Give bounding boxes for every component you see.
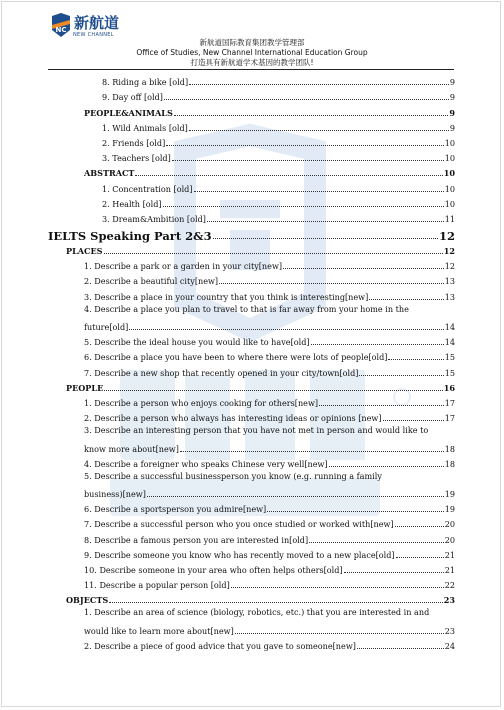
toc-entry[interactable]: 2. Describe a beautiful city[new] 13 (84, 276, 455, 287)
toc-section[interactable]: PEOPLE 16 (66, 382, 455, 393)
logo-chinese-name: 新航道 (74, 14, 120, 32)
svg-text:NC: NC (55, 26, 67, 34)
toc-entry[interactable]: 1. Describe an area of science (biology, robotics, etc.) that you are interested in and would like to learn more about[new] 23 (84, 607, 455, 636)
toc-entry[interactable]: 8. Riding a bike [old] 9 (102, 77, 455, 88)
table-of-contents (48, 72, 455, 651)
toc-entry[interactable]: 2. Describe a piece of good advice that you gave to someone[new] 24 (84, 641, 455, 651)
toc-entry[interactable]: 6. Describe a sportsperson you admire[new] 19 (84, 504, 455, 515)
toc-entry[interactable]: 4. Describe a foreigner who speaks Chinese very well[new] 18 (84, 458, 455, 469)
toc-chapter[interactable]: IELTS Speaking Part 2&3 12 (48, 228, 455, 243)
toc-entry[interactable]: 2. Describe a person who always has interesting ideas or opinions [new] 17 (84, 413, 455, 424)
toc-entry[interactable]: 11. Describe a popular person [old] 22 (84, 580, 455, 591)
toc-entry[interactable]: 7. Describe a successful person who you once studied or worked with[new] 20 (84, 519, 455, 530)
toc-entry[interactable]: 1. Wild Animals [old] 9 (102, 122, 455, 133)
toc-entry[interactable]: 7. Describe a new shop that recently opened in your city/town[old] 15 (84, 367, 455, 378)
toc-section[interactable]: PEOPLE&ANIMALS 9 (84, 107, 455, 118)
toc-entry[interactable]: 2. Health [old] 10 (102, 198, 455, 209)
header-org-en: Office of Studies, New Channel International Education Group (136, 48, 368, 57)
toc-entry[interactable]: 9. Day off [old] 9 (102, 92, 455, 103)
header-divider (48, 69, 454, 70)
toc-entry[interactable]: 2. Friends [old] 10 (102, 137, 455, 148)
header-org-cn: 新航道国际教育集团教学管理部 (199, 38, 305, 47)
toc-entry[interactable]: 10. Describe someone in your area who often helps others[old] 21 (84, 565, 455, 576)
toc-entry[interactable]: 3. Describe a place in your country that you think is interesting[new] 13 (84, 291, 455, 302)
toc-entry[interactable]: 1. Describe a person who enjoys cooking for others[new] 17 (84, 397, 455, 408)
toc-entry[interactable]: 9. Describe someone you know who has recently moved to a new place[old] 21 (84, 549, 455, 560)
toc-entry[interactable]: 1. Describe a park or a garden in your city[new] 12 (84, 261, 455, 272)
toc-entry[interactable]: 5. Describe the ideal house you would like to have[old] 14 (84, 337, 455, 348)
toc-entry[interactable]: 5. Describe a successful businessperson you know (e.g. running a family business)[new] 19 (84, 470, 455, 500)
toc-section[interactable]: OBJECTS 23 (66, 595, 455, 606)
toc-entry[interactable]: 6. Describe a place you have been to where there were lots of people[old] 15 (84, 352, 455, 363)
logo-english-name: NEW CHANNEL (73, 32, 114, 38)
toc-entry[interactable]: 1. Concentration [old] 10 (102, 183, 455, 194)
nc-badge-icon (50, 12, 72, 38)
toc-entry[interactable]: 3. Describe an interesting person that you have not met in person and would like to know more about[new] 18 (84, 425, 455, 454)
toc-section[interactable]: PLACES 12 (66, 246, 455, 257)
toc-section[interactable]: ABSTRACT 10 (84, 168, 455, 179)
header-slogan: 打造具有新航道学术基因的教学团队! (190, 58, 314, 67)
toc-entry[interactable]: 8. Describe a famous person you are interested in[old] 20 (84, 534, 455, 545)
toc-entry[interactable]: 3. Teachers [old] 10 (102, 153, 455, 164)
toc-entry[interactable]: 3. Dream&Ambition [old] 11 (102, 213, 455, 224)
toc-entry[interactable]: 4. Describe a place you plan to travel to that is far away from your home in the future[old] 14 (84, 303, 455, 333)
